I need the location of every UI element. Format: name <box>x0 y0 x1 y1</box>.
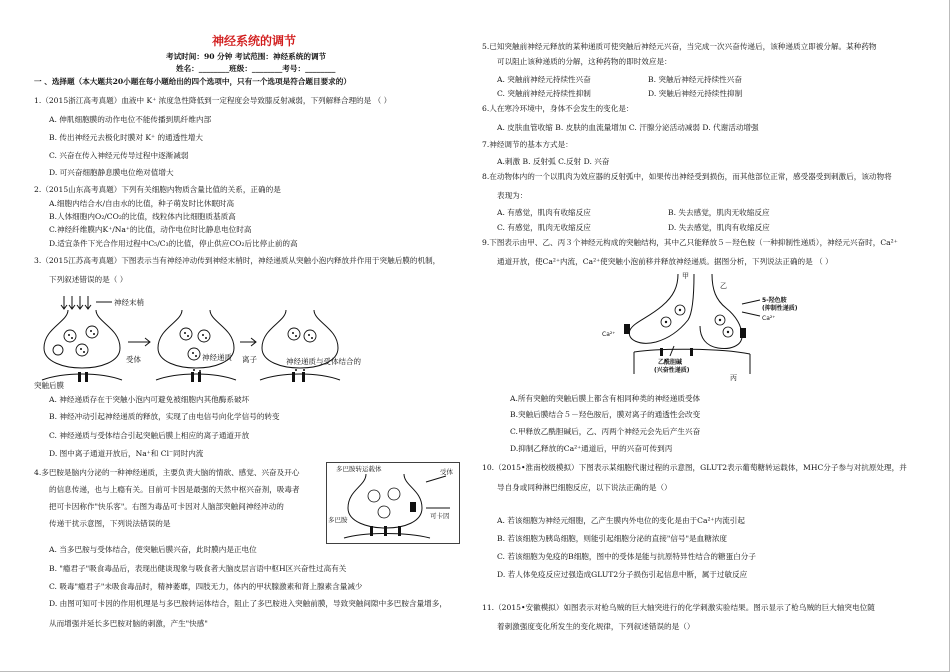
q9-fig-label-5ht-note: (抑制性递质) <box>762 305 798 312</box>
q1-option-a: A. 伸肌细胞膜的动作电位不能传播到肌纤维内部 <box>49 115 212 124</box>
q2-stem: 2.（2015山东高考真题）下列有关细胞内物质含量比值的关系，正确的是 <box>34 185 281 194</box>
q4-option-b: B. "瘾君子"吸食毒品后，表现出健谈现象与吸食者大脑皮层言语中枢H区兴奋性过高有关 <box>49 564 347 573</box>
q11-stem-line1: 11.（2015•安徽模拟）如图表示对枪乌贼的巨大轴突进行的化学刺激实验结果。图示显示了枪乌贼的巨大轴突电位随 <box>482 603 875 612</box>
q5-option-c: C. 突触前神经元持续性抑制 <box>497 89 591 98</box>
q9-stem-line1: 9.下图表示由甲、乙、丙３个神经元构成的突触结构，其中乙只能释放５－羟色胺（一种抑制性递质），神经元兴奋时，Ca²⁺ <box>482 238 898 247</box>
q1-option-c: C. 兴奋在传入神经元传导过程中逐渐减弱 <box>49 151 189 160</box>
q2-option-c: C.神经纤维膜内K⁺/Na⁺的比值，动作电位时比静息电位时高 <box>49 225 252 234</box>
q5-stem-line2: 可以阻止该种递质的分解，这种药物的即时效应是： <box>497 57 672 66</box>
section-heading: 一 、选择题（本大题共20小题在每小题给出的四个选项中，只有一个选项是符合题目要求的） <box>34 77 351 86</box>
q9-option-d: D.抑制乙释放的Ca²⁺通道后，甲的兴奋可传到丙 <box>510 444 673 453</box>
q5-option-a: A. 突触前神经元持续性兴奋 <box>497 75 591 84</box>
q4-option-d-line1: D. 由图可知可卡因的作用机理是与多巴胺转运体结合，阻止了多巴胺进入突触前膜，导致突触间隙中多巴胺含量增多， <box>49 599 447 608</box>
q3-stem-line1: 3.（2015江苏高考真题）下图表示当有神经冲动传到神经末梢时，神经递质从突触小泡内释放并作用于突触后膜的机制， <box>34 256 441 265</box>
q6-options: A. 皮肤血管收缩 B. 皮肤的血流量增加 C. 汗腺分泌活动减弱 D. 代谢活动增强 <box>497 123 759 132</box>
q4-stem-line4: 传递干扰示意图，下列说法错误的是 <box>49 519 171 528</box>
q9-fig-label-5ht: 5-羟色胺 <box>762 297 787 304</box>
q3-synapse-figure <box>34 292 364 390</box>
q5-option-d: D. 突触后神经元持续性抑制 <box>648 89 743 98</box>
q10-option-c: C. 若该细胞为免疫的B细胞，图中的受体是能与抗原特异性结合的糖蛋白分子 <box>497 552 756 561</box>
q1-option-b: B. 传出神经元去极化时膜对 K⁺ 的通透性增大 <box>49 133 204 142</box>
q3-option-a: A. 神经递质存在于突触小泡内可避免被细胞内其他酶系破坏 <box>49 395 250 404</box>
q3-stem-line2: 下列叙述错误的是（ ） <box>49 275 128 284</box>
q10-option-b: B. 若该细胞为胰岛细胞，则能引起细胞分泌的直接"信号"是血糖浓度 <box>497 534 728 543</box>
q3-option-b: B. 神经冲动引起神经递质的释放，实现了由电信号向化学信号的转变 <box>49 412 280 421</box>
q3-option-c: C. 神经递质与受体结合引起突触后膜上相应的离子通道开放 <box>49 431 250 440</box>
q8-stem-line1: 8.在动物体内的一个以肌肉为效应器的反射弧中，如果传出神经受到损伤，而其他部位正常，感受器受到刺激后，该动物将 <box>482 172 892 181</box>
q4-option-d-line2: 从而增强并延长多巴胺对脑的刺激，产生"快感" <box>49 619 208 628</box>
q9-fig-label-ach: 乙酰胆碱 <box>658 359 683 366</box>
q9-option-b: B.突触后膜结合５－羟色胺后，膜对离子的通透性会改变 <box>510 410 701 419</box>
q9-fig-label-ca-left: Ca²⁺ <box>602 331 616 338</box>
q6-stem: 6.人在寒冷环境中，身体不会发生的变化是： <box>482 104 634 113</box>
q4-stem-line1: 4.多巴胺是脑内分泌的一种神经递质，主要负责大脑的情欲、感觉、兴奋及开心 <box>34 468 300 477</box>
q9-fig-label-ca-right: Ca²⁺ <box>762 315 776 322</box>
page-title: 神经系统的调节 <box>212 34 297 48</box>
q7-options: A.刺激 B. 反射弧 C.反射 D. 兴奋 <box>497 157 610 166</box>
q3-fig-label-terminal: 神经末梢 <box>114 298 144 307</box>
q9-fig-label-jia: 甲 <box>682 272 689 280</box>
q8-option-d: D. 失去感觉，肌肉有收缩反应 <box>668 223 770 232</box>
student-fields: 姓名：________班级：________考号：________ <box>176 64 336 73</box>
q9-neuron-figure <box>600 270 800 382</box>
q1-stem: 1.（2015浙江高考真题）血液中 K⁺ 浓度急性降低到一定程度会导致膝反射减弱，下列解释合理的是 （ ） <box>34 96 392 105</box>
q9-option-a: A.所有突触的突触后膜上都含有相同种类的神经递质受体 <box>510 394 701 403</box>
q4-fig-label-dopamine: 多巴胺 <box>328 516 348 524</box>
q3-fig-label-receptor: 受体 <box>126 355 141 364</box>
q3-fig-label-binding: 神经递质与受体结合的 <box>286 357 361 366</box>
q8-stem-line2: 表现为： <box>497 191 528 200</box>
q2-option-d: D.适宜条件下光合作用过程中C₅/C₃的比值，停止供应CO₂后比停止前的高 <box>49 239 298 248</box>
q8-option-b: B. 失去感觉，肌肉无收缩反应 <box>668 208 770 217</box>
q2-option-b: B.人体细胞内O₂/CO₂的比值，线粒体内比细胞质基质高 <box>49 212 236 221</box>
q4-option-a: A. 当多巴胺与受体结合，使突触后膜兴奋，此时膜内是正电位 <box>49 545 257 554</box>
q10-option-d: D. 若人体免疫反应过强造成GLUT2分子损伤引起信息中断，属于过敏反应 <box>497 570 748 579</box>
q4-fig-label-transporter: 多巴胺转运载体 <box>336 465 382 473</box>
q5-stem-line1: 5.已知突触前神经元释放的某种递质可使突触后神经元兴奋，当完成一次兴奋传递后，该种递质立即被分解。某种药物 <box>482 42 877 51</box>
q4-dopamine-figure <box>326 462 460 544</box>
q4-stem-line2: 的信息传递，也与上瘾有关。目前可卡因是最强的天然中枢兴奋剂，吸毒者 <box>49 485 300 494</box>
q9-option-c: C.甲释放乙酰胆碱后，乙、丙两个神经元会先后产生兴奋 <box>510 427 701 436</box>
q4-option-c: C. 吸毒"瘾君子"未吸食毒品时，精神萎靡，四肢无力，体内的甲状腺激素和肾上腺素含量减少 <box>49 582 363 591</box>
q9-fig-label-bing: 丙 <box>730 374 737 382</box>
q7-stem: 7.神经调节的基本方式是： <box>482 140 573 149</box>
q9-stem-line2: 通道开放，使Ca²⁺内流，Ca²⁺使突触小泡前移并释放神经递质。据图分析，下列说法正确的是 （ ） <box>497 257 833 266</box>
q10-stem-line2: 导自身或同种淋巴细胞反应，以下说法正确的是（） <box>497 483 672 492</box>
q8-option-c: C. 有感觉，肌肉无收缩反应 <box>497 223 591 232</box>
q3-fig-label-ion: 离子 <box>242 355 257 364</box>
q3-fig-label-transmitter: 神经递质 <box>202 353 232 362</box>
q10-option-a: A. 若该细胞为神经元细胞，乙产生膜内外电位的变化是由于Ca²⁺内流引起 <box>497 516 745 525</box>
q3-fig-label-post-membrane: 突触后膜 <box>34 381 64 390</box>
q1-option-d: D. 可兴奋细胞静息膜电位绝对值增大 <box>49 168 174 177</box>
q5-option-b: B. 突触后神经元持续性兴奋 <box>648 75 742 84</box>
q9-fig-label-ach-note: (兴奋性递质) <box>654 367 690 374</box>
q4-stem-line3: 把可卡因称作"快乐客"。右图为毒品可卡因对人脑部突触间神经冲动的 <box>49 502 284 511</box>
q3-option-d: D. 图中离子通道开放后，Na⁺和 Cl⁻同时内流 <box>49 449 204 458</box>
exam-info: 考试时间：90 分钟 考试范围：神经系统的调节 <box>166 52 327 61</box>
q2-option-a: A.细胞内结合水/自由水的比值，种子萌发时比休眠时高 <box>49 199 235 208</box>
q10-stem-line1: 10.（2015•淮南校级模拟）下图表示某细胞代谢过程的示意图，GLUT2表示葡萄糖转运载体，MHC分子参与对抗原处理，并 <box>482 463 907 472</box>
q8-option-a: A. 有感觉，肌肉有收缩反应 <box>497 208 591 217</box>
q9-fig-label-yi: 乙 <box>720 282 727 290</box>
q4-fig-label-receptor: 受体 <box>440 468 453 476</box>
q4-fig-label-cocaine: 可卡因 <box>430 512 450 520</box>
q11-stem-line2: 着刺激强度变化所发生的变化规律，下列叙述错误的是（） <box>497 622 695 631</box>
